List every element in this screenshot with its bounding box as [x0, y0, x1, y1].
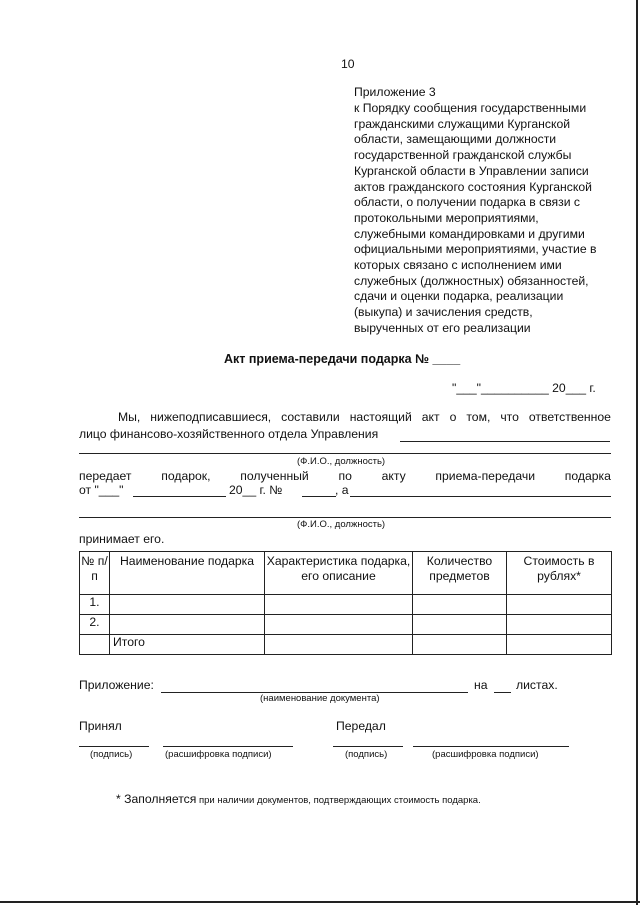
annex-line: официальными мероприятиями, участие в: [354, 242, 597, 257]
table-cell[interactable]: [507, 615, 612, 635]
table-total-row: [80, 635, 612, 655]
footnote-text: при наличии документов, подтверждающих стоимость подарка.: [196, 795, 481, 806]
sender-signature-field[interactable]: [333, 746, 403, 747]
paragraph-1-line-1: [118, 410, 611, 424]
attachment-na: на: [474, 678, 488, 692]
receiver-field-line-2[interactable]: [79, 517, 611, 518]
paragraph-2-year: 20__ г. №: [229, 483, 283, 497]
word: акту: [381, 469, 406, 483]
page-right-border: [636, 0, 638, 905]
fio-caption-1: (Ф.И.О., должность): [297, 456, 386, 467]
word: нижеподписавшиеся,: [150, 410, 272, 424]
transferred-label: Передал: [336, 719, 386, 733]
word: что: [500, 410, 519, 424]
table-cell[interactable]: [507, 635, 612, 655]
annex-body: [354, 101, 616, 337]
annex-line: которых связано с исполнением ими: [354, 258, 562, 273]
table-cell[interactable]: [413, 615, 507, 635]
annex-line: области, о получении подарка в связи с: [354, 195, 581, 210]
word: о: [449, 410, 457, 424]
sender-decoding-caption: (расшифровка подписи): [432, 749, 539, 760]
table-row: [80, 615, 612, 635]
paragraph-1-line-2: лицо финансово-хозяйственного отдела Управления: [79, 427, 379, 441]
annex-line: вырученных от его реализации: [354, 320, 531, 335]
receiver-signature-caption: (подпись): [90, 749, 133, 760]
sender-signature-caption: (подпись): [345, 749, 388, 760]
header-gift-name: Наименование подарка: [110, 552, 265, 595]
annex-heading: Приложение 3: [354, 85, 436, 99]
responsible-person-field-line-2[interactable]: [79, 453, 611, 454]
header-description: Характеристика подарка, его описание: [265, 552, 413, 595]
page-number: 10: [341, 57, 355, 71]
annex-line: (выкупа) и зачисления средств,: [354, 305, 533, 320]
paragraph-2-and: , а: [335, 483, 349, 497]
table-cell[interactable]: [110, 615, 265, 635]
word: ответственное: [528, 410, 611, 424]
table-header-row: [80, 552, 612, 595]
annex-line: актов гражданского состояния Курганской: [354, 179, 592, 194]
receiver-field[interactable]: [350, 496, 611, 497]
table-cell[interactable]: [413, 595, 507, 615]
attachment-sheets-field[interactable]: [494, 692, 511, 693]
annex-line: гражданскими служащими Курганской: [354, 116, 571, 131]
received-label: Принял: [79, 719, 122, 733]
footnote-star: * Заполняется: [116, 792, 197, 806]
word: полученный: [240, 469, 309, 483]
table-row: [80, 595, 612, 615]
sender-decoding-field[interactable]: [413, 746, 569, 747]
header-number: № п/п: [80, 552, 110, 595]
word: составили: [281, 410, 340, 424]
header-quantity: Количество предметов: [413, 552, 507, 595]
annex-line: сдачи и оценки подарка, реализации: [354, 289, 564, 304]
annex-line: области, замещающими должности: [354, 132, 557, 147]
word: Мы,: [118, 410, 141, 424]
word: том,: [466, 410, 491, 424]
attachment-caption: (наименование документа): [260, 693, 380, 704]
word: подарка: [564, 469, 611, 483]
word: подарок,: [161, 469, 211, 483]
annex-line: государственной гражданской службы: [354, 148, 572, 163]
word: приема-передачи: [435, 469, 536, 483]
table-cell: 1.: [80, 595, 110, 615]
act-title: Акт приема-передачи подарка № ____: [224, 352, 461, 366]
act-date-field[interactable]: [133, 496, 226, 497]
table-cell[interactable]: [265, 615, 413, 635]
receiver-decoding-field[interactable]: [163, 746, 293, 747]
receives-text: принимает его.: [79, 532, 165, 546]
table-cell[interactable]: [265, 595, 413, 615]
table-cell[interactable]: [413, 635, 507, 655]
paragraph-2-line-1: [79, 469, 611, 483]
word: настоящий: [349, 410, 412, 424]
responsible-person-field[interactable]: [400, 441, 610, 442]
word: акт: [421, 410, 440, 424]
act-number-field[interactable]: [302, 496, 336, 497]
table-cell[interactable]: [265, 635, 413, 655]
annex-line: протокольными мероприятиями,: [354, 210, 539, 225]
annex-line: служебных (должностных) обязанностей,: [354, 273, 589, 288]
fio-caption-2: (Ф.И.О., должность): [297, 519, 386, 530]
table-cell: [80, 635, 110, 655]
table-cell[interactable]: [507, 595, 612, 615]
gifts-table: [79, 551, 612, 655]
annex-line: служебными командировками и другими: [354, 226, 585, 241]
table-total-label: Итого: [110, 635, 265, 655]
header-cost: Стоимость в рублях*: [507, 552, 612, 595]
table-cell: 2.: [80, 615, 110, 635]
annex-line: к Порядку сообщения государственными: [354, 101, 587, 115]
annex-line: Курганской области в Управлении записи: [354, 163, 589, 178]
receiver-signature-field[interactable]: [79, 746, 149, 747]
word: передает: [79, 469, 132, 483]
attachment-label: Приложение:: [79, 678, 154, 692]
receiver-decoding-caption: (расшифровка подписи): [165, 749, 272, 760]
date-line: "___"__________ 20___ г.: [452, 381, 596, 395]
page-bottom-border: [0, 901, 640, 903]
word: по: [338, 469, 352, 483]
attachment-sheets: листах.: [516, 678, 558, 692]
paragraph-2-date-from: от "___": [79, 483, 124, 497]
table-cell[interactable]: [110, 595, 265, 615]
footnote: [116, 792, 481, 806]
